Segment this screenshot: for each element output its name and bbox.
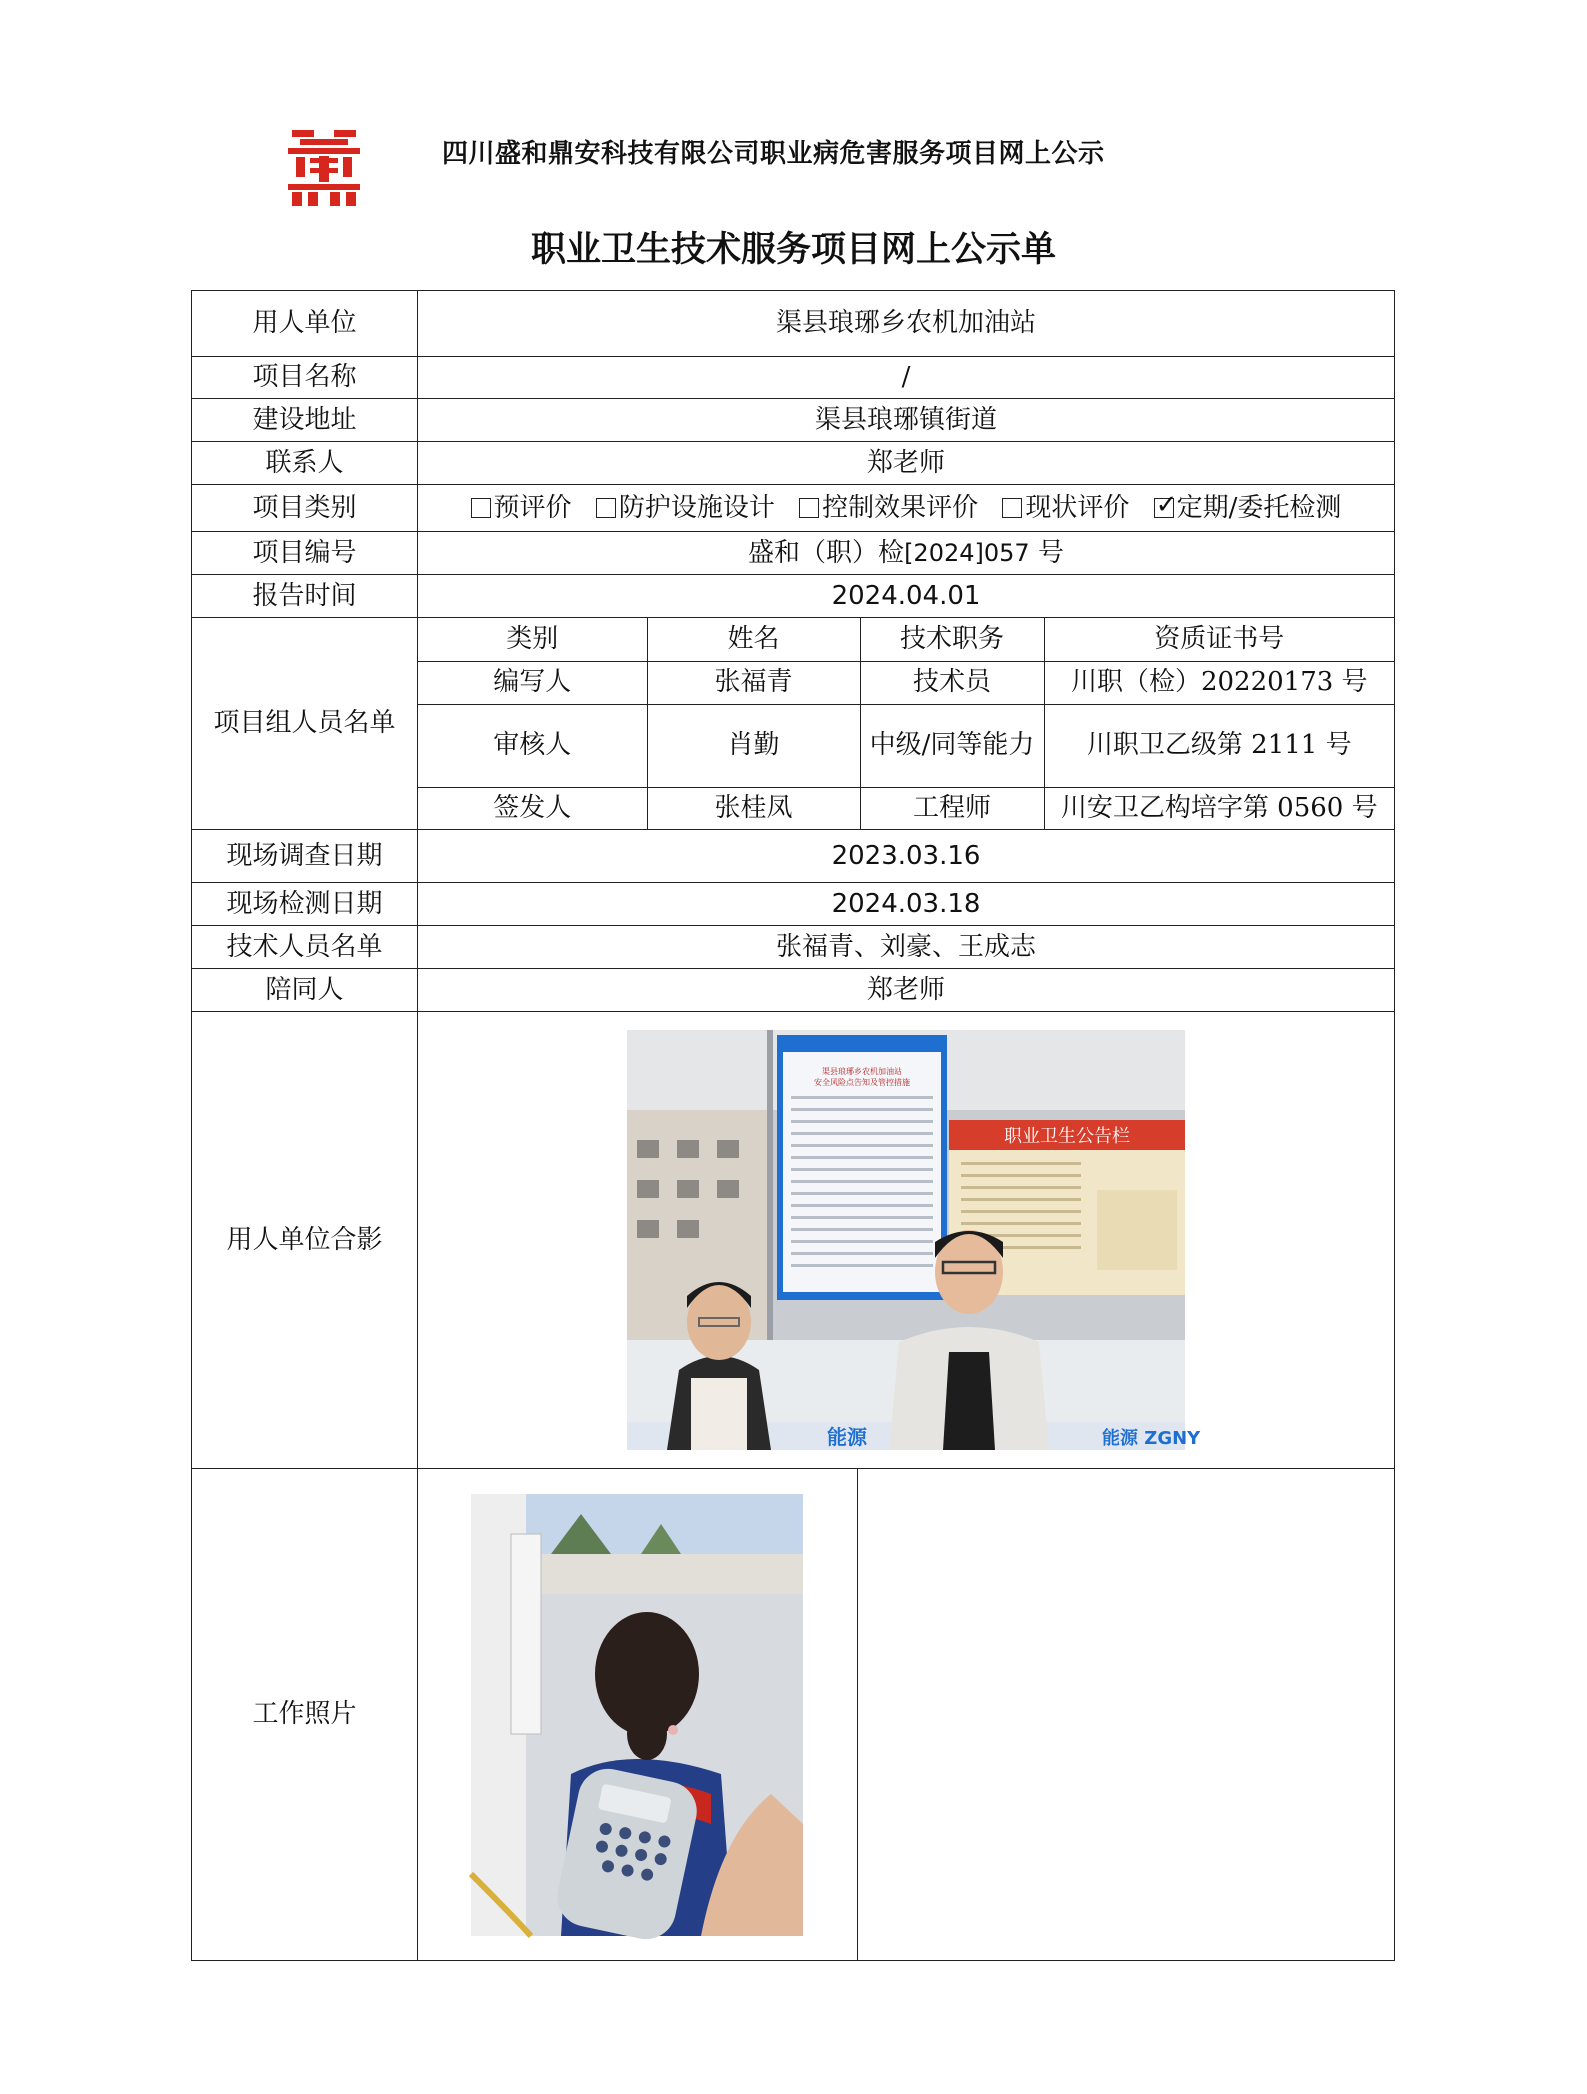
team-row xyxy=(418,787,1394,829)
board-line2: 安全风险点告知及管控措施 xyxy=(814,1078,910,1087)
banner-left-text: 能源 xyxy=(827,1425,867,1449)
row-work-photo xyxy=(192,1469,1395,1961)
employer-value: 渠县琅琊乡农机加油站 xyxy=(418,291,1395,357)
group-photo-image xyxy=(627,1030,1201,1450)
contact-value: 郑老师 xyxy=(418,442,1395,485)
team-cell-name: 张桂凤 xyxy=(647,787,860,829)
work-photo-row xyxy=(418,1469,1394,1960)
technicians-value: 张福青、刘豪、王成志 xyxy=(418,926,1395,969)
work-photo-right xyxy=(857,1469,1394,1960)
checkbox-icon xyxy=(596,498,616,518)
team-header-row xyxy=(418,618,1394,661)
company-banner-text: 四川盛和鼎安科技有限公司职业病危害服务项目网上公示 xyxy=(442,139,1105,169)
companion-value: 郑老师 xyxy=(418,969,1395,1012)
category-label: 项目类别 xyxy=(192,485,418,532)
row-test-date xyxy=(192,883,1395,926)
project-no-label: 项目编号 xyxy=(192,532,418,575)
project-no-value xyxy=(418,532,1395,575)
category-option-text: 现状评价 xyxy=(1025,492,1130,523)
company-logo-icon xyxy=(286,128,362,208)
category-option[interactable] xyxy=(596,492,775,525)
checked-box-icon xyxy=(1154,498,1174,518)
address-label: 建设地址 xyxy=(192,399,418,442)
survey-date-label: 现场调查日期 xyxy=(192,830,418,883)
team-cell-role: 签发人 xyxy=(418,787,647,829)
row-category xyxy=(192,485,1395,532)
row-team xyxy=(192,618,1395,830)
row-employer xyxy=(192,291,1395,357)
row-survey-date xyxy=(192,830,1395,883)
test-date-value: 2024.03.18 xyxy=(418,883,1395,926)
team-cell-role: 编写人 xyxy=(418,661,647,704)
checkbox-icon xyxy=(799,498,819,518)
team-cell-cert: 川安卫乙构培字第 0560 号 xyxy=(1044,787,1394,829)
row-address xyxy=(192,399,1395,442)
board-line1: 渠县琅琊乡农机加油站 xyxy=(822,1067,902,1076)
team-cell-cert: 川职卫乙级第 2111 号 xyxy=(1044,704,1394,787)
team-cell-title: 技术员 xyxy=(860,661,1044,704)
technicians-label: 技术人员名单 xyxy=(192,926,418,969)
team-row xyxy=(418,704,1394,787)
survey-date-value: 2023.03.16 xyxy=(418,830,1395,883)
category-option[interactable] xyxy=(799,492,978,525)
notice-board-title: 职业卫生公告栏 xyxy=(1004,1126,1130,1147)
page-header xyxy=(0,120,1587,210)
work-photo-label: 工作照片 xyxy=(192,1469,418,1961)
team-cell-name: 肖勤 xyxy=(647,704,860,787)
test-date-label: 现场检测日期 xyxy=(192,883,418,926)
row-technicians xyxy=(192,926,1395,969)
team-cell-cert: 川职（检）20220173 号 xyxy=(1044,661,1394,704)
companion-label: 陪同人 xyxy=(192,969,418,1012)
address-value: 渠县琅琊镇街道 xyxy=(418,399,1395,442)
team-header: 姓名 xyxy=(647,618,860,661)
project-name-label: 项目名称 xyxy=(192,357,418,399)
project-name-value: / xyxy=(418,357,1395,399)
notice-table xyxy=(191,290,1395,1961)
project-no-suffix: 号 xyxy=(1029,537,1064,568)
employer-label: 用人单位 xyxy=(192,291,418,357)
project-no-number: [2024]057 xyxy=(904,538,1030,567)
checkbox-icon xyxy=(1002,498,1022,518)
row-group-photo xyxy=(192,1012,1395,1469)
checkbox-icon xyxy=(471,498,491,518)
group-photo-cell xyxy=(418,1012,1395,1469)
work-photo-grid xyxy=(418,1469,1394,1960)
work-photo-image xyxy=(471,1494,803,1936)
team-cell xyxy=(418,618,1395,830)
team-header: 资质证书号 xyxy=(1044,618,1394,661)
team-label: 项目组人员名单 xyxy=(192,618,418,830)
row-report-time xyxy=(192,575,1395,618)
group-photo-label: 用人单位合影 xyxy=(192,1012,418,1469)
category-option-text: 控制效果评价 xyxy=(822,492,979,523)
category-option[interactable] xyxy=(471,492,572,525)
report-time-value: 2024.04.01 xyxy=(418,575,1395,618)
banner-right-text: 能源 ZGNY xyxy=(1102,1428,1201,1449)
category-option[interactable] xyxy=(1002,492,1129,525)
contact-label: 联系人 xyxy=(192,442,418,485)
project-no-prefix: 盛和（职）检 xyxy=(748,537,905,568)
row-project-no xyxy=(192,532,1395,575)
team-header: 技术职务 xyxy=(860,618,1044,661)
document-title: 职业卫生技术服务项目网上公示单 xyxy=(530,230,1056,270)
team-header: 类别 xyxy=(418,618,647,661)
category-option-text: 预评价 xyxy=(493,492,572,523)
category-option[interactable] xyxy=(1154,492,1342,525)
row-contact xyxy=(192,442,1395,485)
team-cell-title: 中级/同等能力 xyxy=(860,704,1044,787)
team-cell-role: 审核人 xyxy=(418,704,647,787)
row-project-name xyxy=(192,357,1395,399)
category-option-text: 防护设施设计 xyxy=(618,492,775,523)
report-time-label: 报告时间 xyxy=(192,575,418,618)
team-cell-name: 张福青 xyxy=(647,661,860,704)
category-option-text: 定期/委托检测 xyxy=(1176,492,1342,523)
team-row xyxy=(418,661,1394,704)
work-photo-left xyxy=(418,1469,857,1960)
work-photo-cell xyxy=(418,1469,1395,1961)
team-table xyxy=(418,618,1394,829)
category-options xyxy=(418,485,1395,532)
team-cell-title: 工程师 xyxy=(860,787,1044,829)
row-companion xyxy=(192,969,1395,1012)
